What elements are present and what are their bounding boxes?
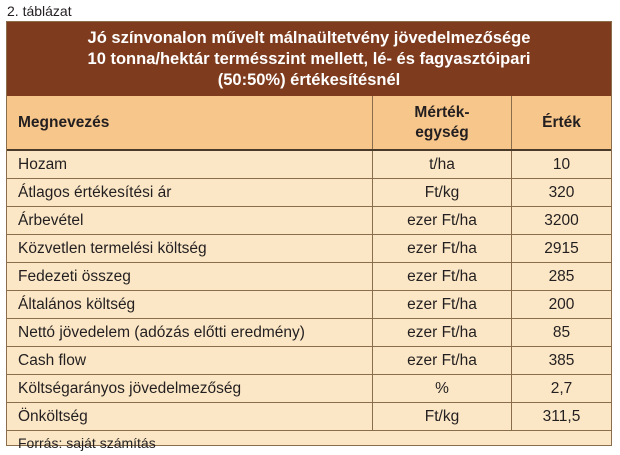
cell-unit: ezer Ft/ha [372, 263, 511, 290]
cell-name: Cash flow [18, 351, 87, 369]
column-header-unit [372, 96, 511, 149]
table-header-row [7, 96, 611, 151]
cell-name: Önköltség [18, 407, 88, 425]
cell-unit: ezer Ft/ha [372, 207, 511, 234]
cell-unit: t/ha [372, 151, 511, 178]
cell-unit: ezer Ft/ha [372, 347, 511, 374]
cell-value: 385 [511, 347, 611, 374]
table-caption: 2. táblázat [7, 3, 72, 19]
table-row [7, 151, 611, 179]
table-row [7, 403, 611, 431]
table-row [7, 235, 611, 263]
cell-value: 200 [511, 291, 611, 318]
table-row [7, 263, 611, 291]
table-title-line-2: 10 tonna/hektár termésszint mellett, lé- és fagyasztóipari [87, 49, 531, 68]
column-header-unit-line-2: egység [415, 123, 469, 141]
cell-name: Közvetlen termelési költség [18, 239, 207, 257]
table-row [7, 291, 611, 319]
table-row [7, 375, 611, 403]
table-row [7, 347, 611, 375]
table-row [7, 319, 611, 347]
cell-unit: ezer Ft/ha [372, 291, 511, 318]
cell-unit: ezer Ft/ha [372, 235, 511, 262]
table-title-line-1: Jó színvonalon művelt málnaültetvény jövedelmezősége [87, 28, 531, 47]
data-table [6, 21, 612, 451]
table-row [7, 207, 611, 235]
table-title-line-3: (50:50%) értékesítésnél [217, 70, 401, 89]
cell-name: Nettó jövedelem (adózás előtti eredmény) [18, 323, 305, 341]
cell-value: 10 [511, 151, 611, 178]
cell-name: Fedezeti összeg [18, 267, 131, 285]
column-header-unit-line-1: Mérték- [414, 103, 470, 121]
cell-name: Hozam [18, 155, 68, 173]
table-body [7, 151, 611, 431]
cell-value: 285 [511, 263, 611, 290]
cell-unit: Ft/kg [372, 403, 511, 430]
cell-name: Költségarányos jövedelmezőség [18, 379, 242, 397]
cell-name: Átlagos értékesítési ár [18, 183, 172, 201]
table-title [7, 22, 611, 96]
cell-name: Általános költség [18, 295, 136, 313]
table-row [7, 179, 611, 207]
cell-unit: ezer Ft/ha [372, 319, 511, 346]
cell-value: 2915 [511, 235, 611, 262]
cell-unit: % [372, 375, 511, 402]
table-source-note: Forrás: saját számítás [18, 435, 156, 451]
cell-name: Árbevétel [18, 211, 84, 229]
column-header-value: Érték [511, 96, 611, 149]
cell-unit: Ft/kg [372, 179, 511, 206]
cell-value: 2,7 [511, 375, 611, 402]
cell-value: 320 [511, 179, 611, 206]
cell-value: 311,5 [511, 403, 611, 430]
cell-value: 3200 [511, 207, 611, 234]
cell-value: 85 [511, 319, 611, 346]
column-header-name: Megnevezés [18, 113, 110, 131]
